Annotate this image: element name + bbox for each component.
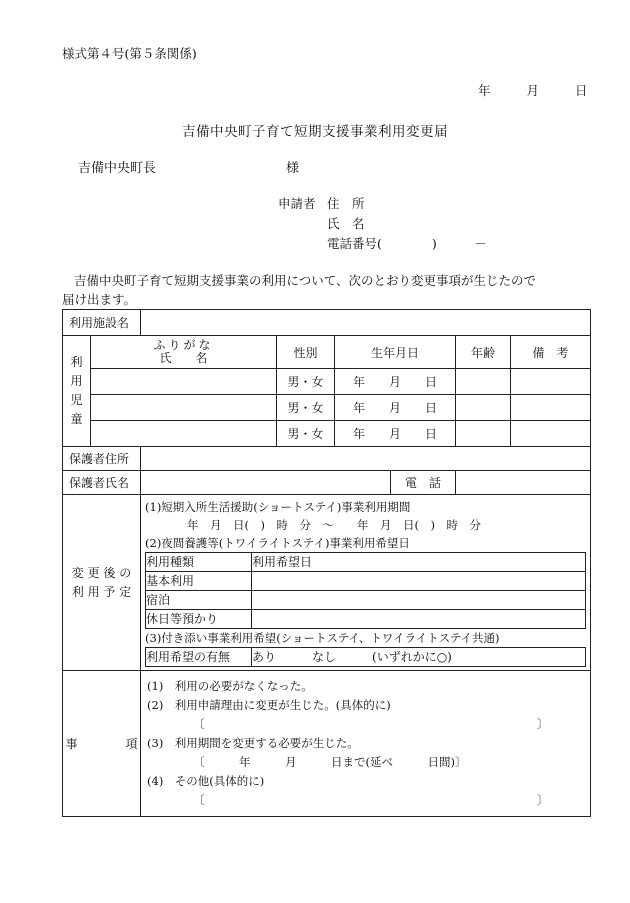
attendance-label: 利用希望の有無 [146, 648, 252, 667]
twilight-table [145, 552, 586, 629]
applicant-phone-label: 電話番号( ) － [327, 236, 487, 251]
plan-label: 変 更 後 の 利 用 予 定 [63, 495, 141, 671]
plan-section [141, 495, 591, 671]
child-sex[interactable]: 男・女 [277, 395, 335, 421]
facility-label: 利用施設名 [63, 310, 141, 336]
child-note-field[interactable] [511, 421, 591, 447]
date-day: 日 [574, 83, 588, 98]
application-table [62, 309, 591, 817]
child-sex[interactable]: 男・女 [277, 369, 335, 395]
twilight-date-header: 利用希望日 [252, 553, 586, 572]
facility-field[interactable] [141, 310, 591, 336]
intro-line-1: 吉備中央町子育て短期支援事業の利用について、次のとおり変更事項が生じたので [74, 273, 537, 288]
child-age-field[interactable] [456, 421, 511, 447]
applicant-label: 申請者 [278, 196, 316, 211]
child-row [63, 395, 591, 421]
child-age-field[interactable] [456, 369, 511, 395]
child-note-field[interactable] [511, 369, 591, 395]
guardian-name-label: 保護者氏名 [63, 471, 141, 495]
twilight-date-field[interactable] [252, 610, 586, 629]
plan-item-1-dates[interactable]: 年 月 日( ) 時 分 ～ 年 月 日( ) 時 分 [187, 518, 481, 532]
furigana-header: ふりがな [153, 338, 214, 352]
intro-text [62, 271, 587, 309]
child-age-field[interactable] [456, 395, 511, 421]
attendance-table [145, 647, 586, 667]
note-header: 備 考 [511, 336, 591, 369]
child-label: 利 用 児 童 [63, 336, 91, 447]
child-sex[interactable]: 男・女 [277, 421, 335, 447]
change-item-3[interactable]: (3) 利用期間を変更する必要が生じた。 [147, 736, 359, 750]
attendance-choice[interactable]: あり なし (いずれかに○) [252, 648, 586, 667]
change-item-3-detail[interactable]: 〔 年 月 日まで(延べ 日間)〕 [193, 755, 467, 769]
applicant-address-label: 住 所 [327, 196, 365, 211]
items-section [141, 671, 591, 817]
twilight-date-field[interactable] [252, 591, 586, 610]
date-year: 年 [478, 83, 491, 98]
addressee-honorific: 様 [286, 161, 300, 176]
age-header: 年齢 [456, 336, 511, 369]
addressee: 吉備中央町長 [78, 161, 157, 176]
item-2-open-bracket: 〔 [193, 717, 205, 731]
child-name-field[interactable] [91, 395, 277, 421]
sex-header: 性別 [277, 336, 335, 369]
child-name-field[interactable] [91, 421, 277, 447]
applicant-name-label: 氏 名 [327, 216, 365, 231]
phone-field[interactable] [456, 471, 591, 495]
items-label: 事 項 [63, 671, 141, 817]
item-2-close-bracket: 〕 [537, 717, 549, 731]
guardian-name-field[interactable] [141, 471, 391, 495]
form-number: 様式第４号(第５条関係) [62, 46, 197, 61]
document-title: 吉備中央町子育て短期支援事業利用変更届 [182, 124, 448, 140]
child-birth[interactable]: 年 月 日 [335, 395, 456, 421]
twilight-type-basic: 基本利用 [146, 572, 252, 591]
child-name-header: 氏 名 [159, 351, 208, 365]
child-note-field[interactable] [511, 395, 591, 421]
child-birth[interactable]: 年 月 日 [335, 421, 456, 447]
item-4-open-bracket: 〔 [193, 793, 205, 807]
twilight-date-field[interactable] [252, 572, 586, 591]
twilight-type-holiday: 休日等預かり [146, 610, 252, 629]
plan-item-1: (1)短期入所生活援助(ショートステイ)事業利用期間 [145, 500, 411, 514]
child-birth[interactable]: 年 月 日 [335, 369, 456, 395]
child-row [63, 369, 591, 395]
change-item-1[interactable]: (1) 利用の必要がなくなった。 [147, 679, 313, 693]
phone-label: 電 話 [391, 471, 456, 495]
intro-line-2: 届け出ます。 [62, 292, 137, 307]
guardian-address-field[interactable] [141, 447, 591, 471]
child-name-field[interactable] [91, 369, 277, 395]
twilight-type-stay: 宿泊 [146, 591, 252, 610]
change-item-2[interactable]: (2) 利用申請理由に変更が生じた。(具体的に) [147, 698, 391, 712]
twilight-type-header: 利用種類 [146, 553, 252, 572]
child-row [63, 421, 591, 447]
guardian-address-label: 保護者住所 [63, 447, 141, 471]
item-4-close-bracket: 〕 [537, 793, 549, 807]
birth-header: 生年月日 [335, 336, 456, 369]
plan-item-3: (3)付き添い事業利用希望(ショートステイ、トワイライトステイ共通) [145, 631, 500, 645]
change-item-4[interactable]: (4) その他(具体的に) [147, 774, 265, 788]
plan-item-2: (2)夜間養護等(トワイライトステイ)事業利用希望日 [145, 536, 410, 550]
date-month: 月 [526, 83, 539, 98]
submission-date [478, 81, 587, 99]
